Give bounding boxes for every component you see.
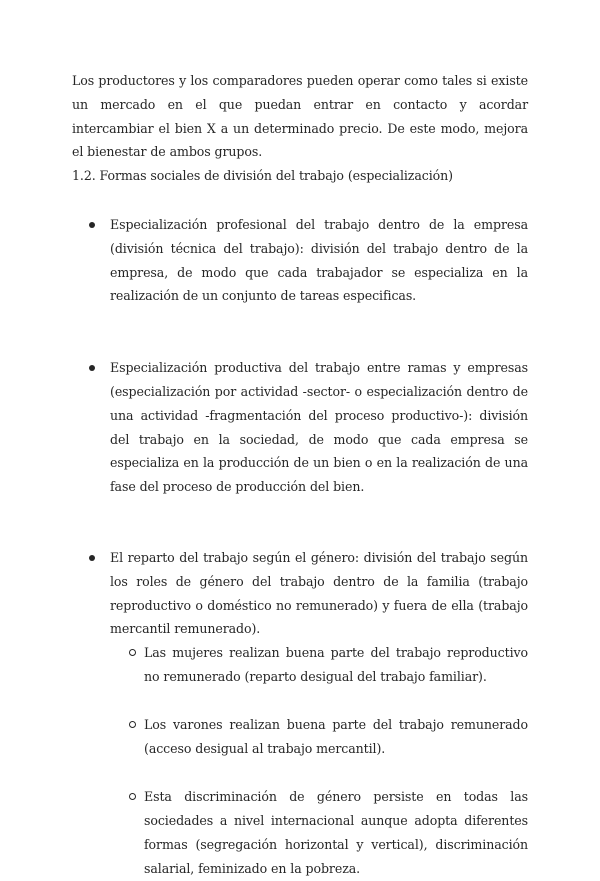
document-page	[72, 69, 528, 881]
list-item	[72, 356, 528, 499]
list-item	[72, 213, 528, 308]
list-item-text: El reparto del trabajo según el género: división del trabajo según los roles de género del trabajo dentro de la familia (trabajo reproductivo o doméstico no remunerado) y fuera de ella (trabajo mercantil remunerado).	[110, 549, 528, 637]
list-item-text: Especialización profesional del trabajo dentro de la empresa (división técnica del trabajo): división del trabajo dentro de la empresa, de modo que cada trabajador se especializa en la realización de un conjunto de tareas especificas.	[110, 216, 528, 304]
sub-list-item	[110, 713, 528, 761]
bullet-list	[72, 213, 528, 881]
sub-bullet-list	[110, 641, 528, 880]
sub-list-item-text: Esta discriminación de género persiste en todas las sociedades a nivel internacional aunque adopta diferentes formas (segregación horizontal y vertical), discriminación salarial, feminizado en la pobreza.	[144, 789, 528, 876]
section-heading: 1.2. Formas sociales de división del trabajo (especialización)	[72, 168, 453, 184]
list-item-text: Especialización productiva del trabajo entre ramas y empresas (especialización por actividad -sector- o especialización dentro de una actividad -fragmentación del proceso productivo-): división del trabajo en la sociedad, de modo que cada empresa se especializa en la producción de un bien o en la realización de una fase del proceso de producción del bien.	[110, 360, 528, 495]
sub-list-item	[110, 785, 528, 880]
sub-list-item-text: Los varones realizan buena parte del trabajo remunerado (acceso desigual al trabajo mercantil).	[144, 716, 528, 756]
sub-list-item	[110, 641, 528, 689]
intro-paragraph: Los productores y los comparadores pueden operar como tales si existe un mercado en el que puedan entrar en contacto y acordar intercambiar el bien X a un determinado precio. De este modo, mejora el bienestar de ambos grupos.	[72, 73, 528, 160]
sub-list-item-text: Las mujeres realizan buena parte del trabajo reproductivo no remunerado (reparto desigual del trabajo familiar).	[144, 645, 528, 684]
list-item	[72, 546, 528, 881]
